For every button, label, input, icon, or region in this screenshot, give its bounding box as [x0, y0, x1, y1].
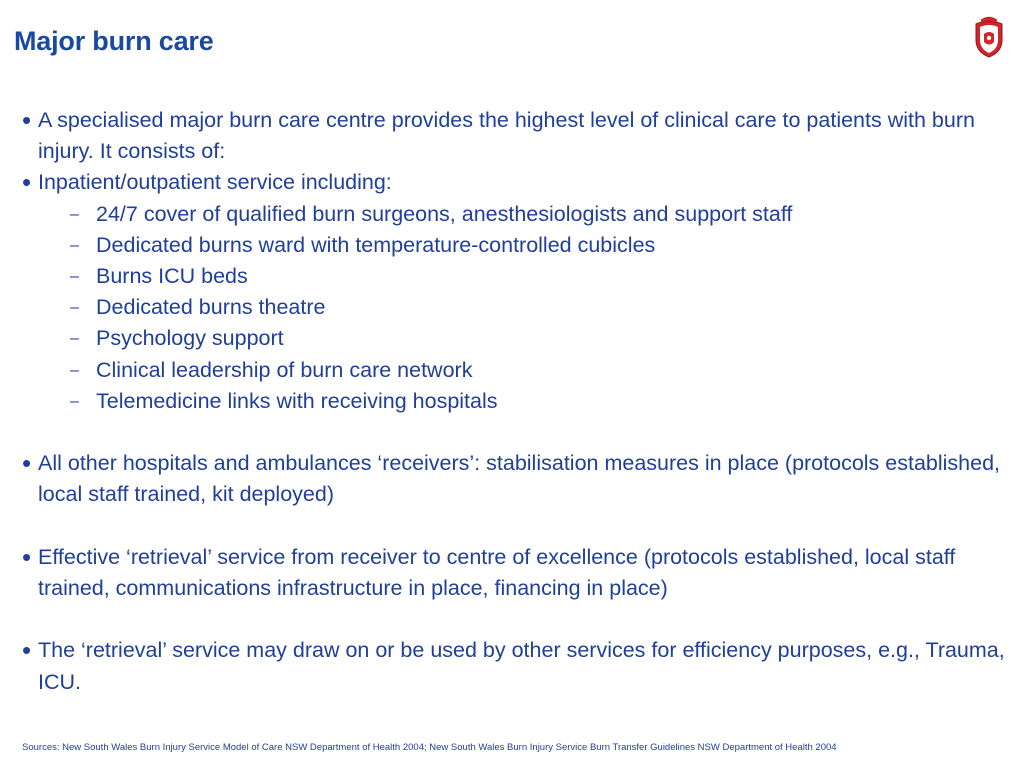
spacer	[22, 417, 1012, 448]
sub-item-text: Dedicated burns ward with temperature-controlled cubicles	[96, 232, 656, 257]
sub-item	[22, 386, 1012, 417]
spacer	[22, 604, 1012, 635]
sub-item-text: Clinical leadership of burn care network	[96, 357, 473, 382]
sub-item	[22, 230, 1012, 261]
bullet-text: A specialised major burn care centre provides the highest level of clinical care to patients with burn injury. It consists of:	[38, 108, 975, 164]
sub-item-text: Dedicated burns theatre	[96, 295, 326, 320]
sub-dash: –	[70, 268, 79, 286]
sub-item-text: Burns ICU beds	[96, 264, 248, 289]
sub-item-text: Psychology support	[96, 326, 284, 351]
sub-item	[22, 199, 1012, 230]
slide-title: Major burn care	[14, 26, 214, 56]
sub-dash: –	[70, 361, 79, 379]
bullet-item	[22, 635, 1012, 697]
sub-dash: –	[70, 330, 79, 348]
sub-dash: –	[70, 299, 79, 317]
sub-item	[22, 323, 1012, 354]
bullet-dot: •	[22, 448, 32, 479]
slide-content	[22, 105, 1012, 698]
crest-logo-icon	[972, 14, 1006, 58]
bullet-dot: •	[22, 105, 32, 135]
bullet-text: Inpatient/outpatient service including:	[38, 170, 392, 195]
bullet-dot: •	[22, 635, 32, 666]
sub-item	[22, 261, 1012, 292]
sub-dash: –	[70, 236, 79, 254]
bullet-dot: •	[22, 541, 32, 572]
bullet-dot: •	[22, 167, 32, 198]
sources-footnote: Sources: New South Wales Burn Injury Service Model of Care NSW Department of Health 2004; New South Wales Burn Injury Service Burn Transfer Guidelines NSW Department of Health 2004	[22, 742, 837, 753]
bullet-item	[22, 448, 1012, 510]
spacer	[22, 511, 1012, 542]
sub-item	[22, 355, 1012, 386]
bullet-text: All other hospitals and ambulances ‘receivers’: stabilisation measures in place (protocols established, local staff trained, kit deployed)	[38, 451, 1001, 507]
bullet-text: Effective ‘retrieval’ service from receiver to centre of excellence (protocols established, local staff trained, communications infrastructure in place, financing in place)	[38, 544, 956, 601]
bullet-text: The ‘retrieval’ service may draw on or be used by other services for efficiency purposes, e.g., Trauma, ICU.	[38, 638, 1005, 694]
sub-item	[22, 292, 1012, 323]
sub-dash: –	[70, 392, 79, 410]
bullet-item	[22, 105, 1012, 167]
sub-dash: –	[70, 205, 79, 223]
bullet-item	[22, 167, 1012, 198]
bullet-item	[22, 542, 1012, 604]
sub-item-text: Telemedicine links with receiving hospitals	[96, 388, 498, 413]
sub-item-text: 24/7 cover of qualified burn surgeons, anesthesiologists and support staff	[96, 201, 793, 226]
